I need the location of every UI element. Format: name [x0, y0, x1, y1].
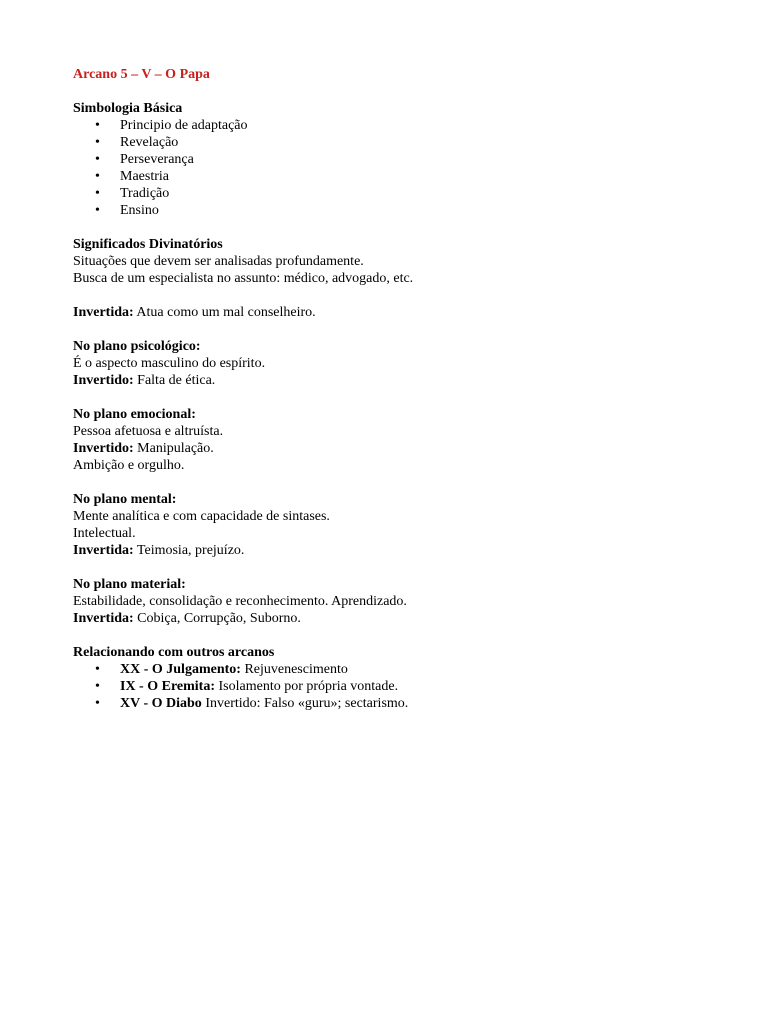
- invertido-label: Invertido:: [73, 373, 134, 388]
- invertida-line: [73, 610, 713, 627]
- psicologico-heading: No plano psicológico:: [73, 339, 201, 354]
- list-item-text: Principio de adaptação: [120, 118, 248, 133]
- spacer: [73, 474, 713, 491]
- spacer: [73, 389, 713, 406]
- arcano-name: XX - O Julgamento:: [120, 662, 241, 677]
- invertida-label: Invertida:: [73, 611, 134, 626]
- bullet-icon: •: [95, 152, 100, 167]
- list-item-text: Maestria: [120, 169, 169, 184]
- invertido-label: Invertido:: [73, 441, 134, 456]
- relacionando-list: [73, 661, 713, 712]
- list-item: [73, 678, 713, 695]
- invertida-label: Invertida:: [73, 543, 134, 558]
- significados-heading: Significados Divinatórios: [73, 237, 223, 252]
- spacer: [73, 219, 713, 236]
- arcano-description: Rejuvenescimento: [240, 662, 348, 677]
- paragraph-line: Mente analítica e com capacidade de sintases.: [73, 509, 330, 524]
- invertida-line: [73, 304, 713, 321]
- spacer: [73, 83, 713, 100]
- bullet-icon: •: [95, 662, 100, 677]
- invertido-line: [73, 440, 713, 457]
- list-item: [73, 117, 713, 134]
- spacer: [73, 287, 713, 304]
- list-item: [73, 185, 713, 202]
- list-item-text: Ensino: [120, 203, 159, 218]
- spacer: [73, 627, 713, 644]
- invertida-line: [73, 542, 713, 559]
- simbologia-heading: Simbologia Básica: [73, 101, 183, 116]
- paragraph-line: Ambição e orgulho.: [73, 458, 185, 473]
- invertida-label: Invertida:: [73, 305, 134, 320]
- invertido-line: [73, 372, 713, 389]
- relacionando-heading: Relacionando com outros arcanos: [73, 645, 275, 660]
- paragraph-line: Situações que devem ser analisadas profundamente.: [73, 254, 364, 269]
- document-page: [73, 66, 713, 712]
- paragraph-line: Pessoa afetuosa e altruísta.: [73, 424, 224, 439]
- simbologia-list: [73, 117, 713, 219]
- bullet-icon: •: [95, 186, 100, 201]
- paragraph-line: É o aspecto masculino do espírito.: [73, 356, 266, 371]
- arcano-description: Isolamento por própria vontade.: [215, 679, 399, 694]
- bullet-icon: •: [95, 203, 100, 218]
- page-title: Arcano 5 – V – O Papa: [73, 67, 210, 82]
- list-item: [73, 661, 713, 678]
- list-item: [73, 168, 713, 185]
- list-item: [73, 134, 713, 151]
- invertida-text: Atua como um mal conselheiro.: [133, 305, 316, 320]
- invertida-text: Teimosia, prejuízo.: [133, 543, 245, 558]
- list-item-text: Perseverança: [120, 152, 194, 167]
- bullet-icon: •: [95, 679, 100, 694]
- paragraph-line: Busca de um especialista no assunto: médico, advogado, etc.: [73, 271, 414, 286]
- list-item: [73, 151, 713, 168]
- list-item: [73, 695, 713, 712]
- arcano-name: IX - O Eremita:: [120, 679, 215, 694]
- invertido-text: Falta de ética.: [133, 373, 216, 388]
- bullet-icon: •: [95, 169, 100, 184]
- list-item: [73, 202, 713, 219]
- paragraph-line: Estabilidade, consolidação e reconhecimento. Aprendizado.: [73, 594, 407, 609]
- emocional-heading: No plano emocional:: [73, 407, 196, 422]
- material-heading: No plano material:: [73, 577, 186, 592]
- arcano-description: Invertido: Falso «guru»; sectarismo.: [201, 696, 409, 711]
- list-item-text: Revelação: [120, 135, 179, 150]
- paragraph-line: Intelectual.: [73, 526, 136, 541]
- invertida-text: Cobiça, Corrupção, Suborno.: [133, 611, 301, 626]
- bullet-icon: •: [95, 135, 100, 150]
- bullet-icon: •: [95, 696, 100, 711]
- spacer: [73, 559, 713, 576]
- mental-heading: No plano mental:: [73, 492, 177, 507]
- arcano-name: XV - O Diabo: [120, 696, 202, 711]
- bullet-icon: •: [95, 118, 100, 133]
- list-item-text: Tradição: [120, 186, 170, 201]
- invertido-text: Manipulação.: [133, 441, 214, 456]
- spacer: [73, 321, 713, 338]
